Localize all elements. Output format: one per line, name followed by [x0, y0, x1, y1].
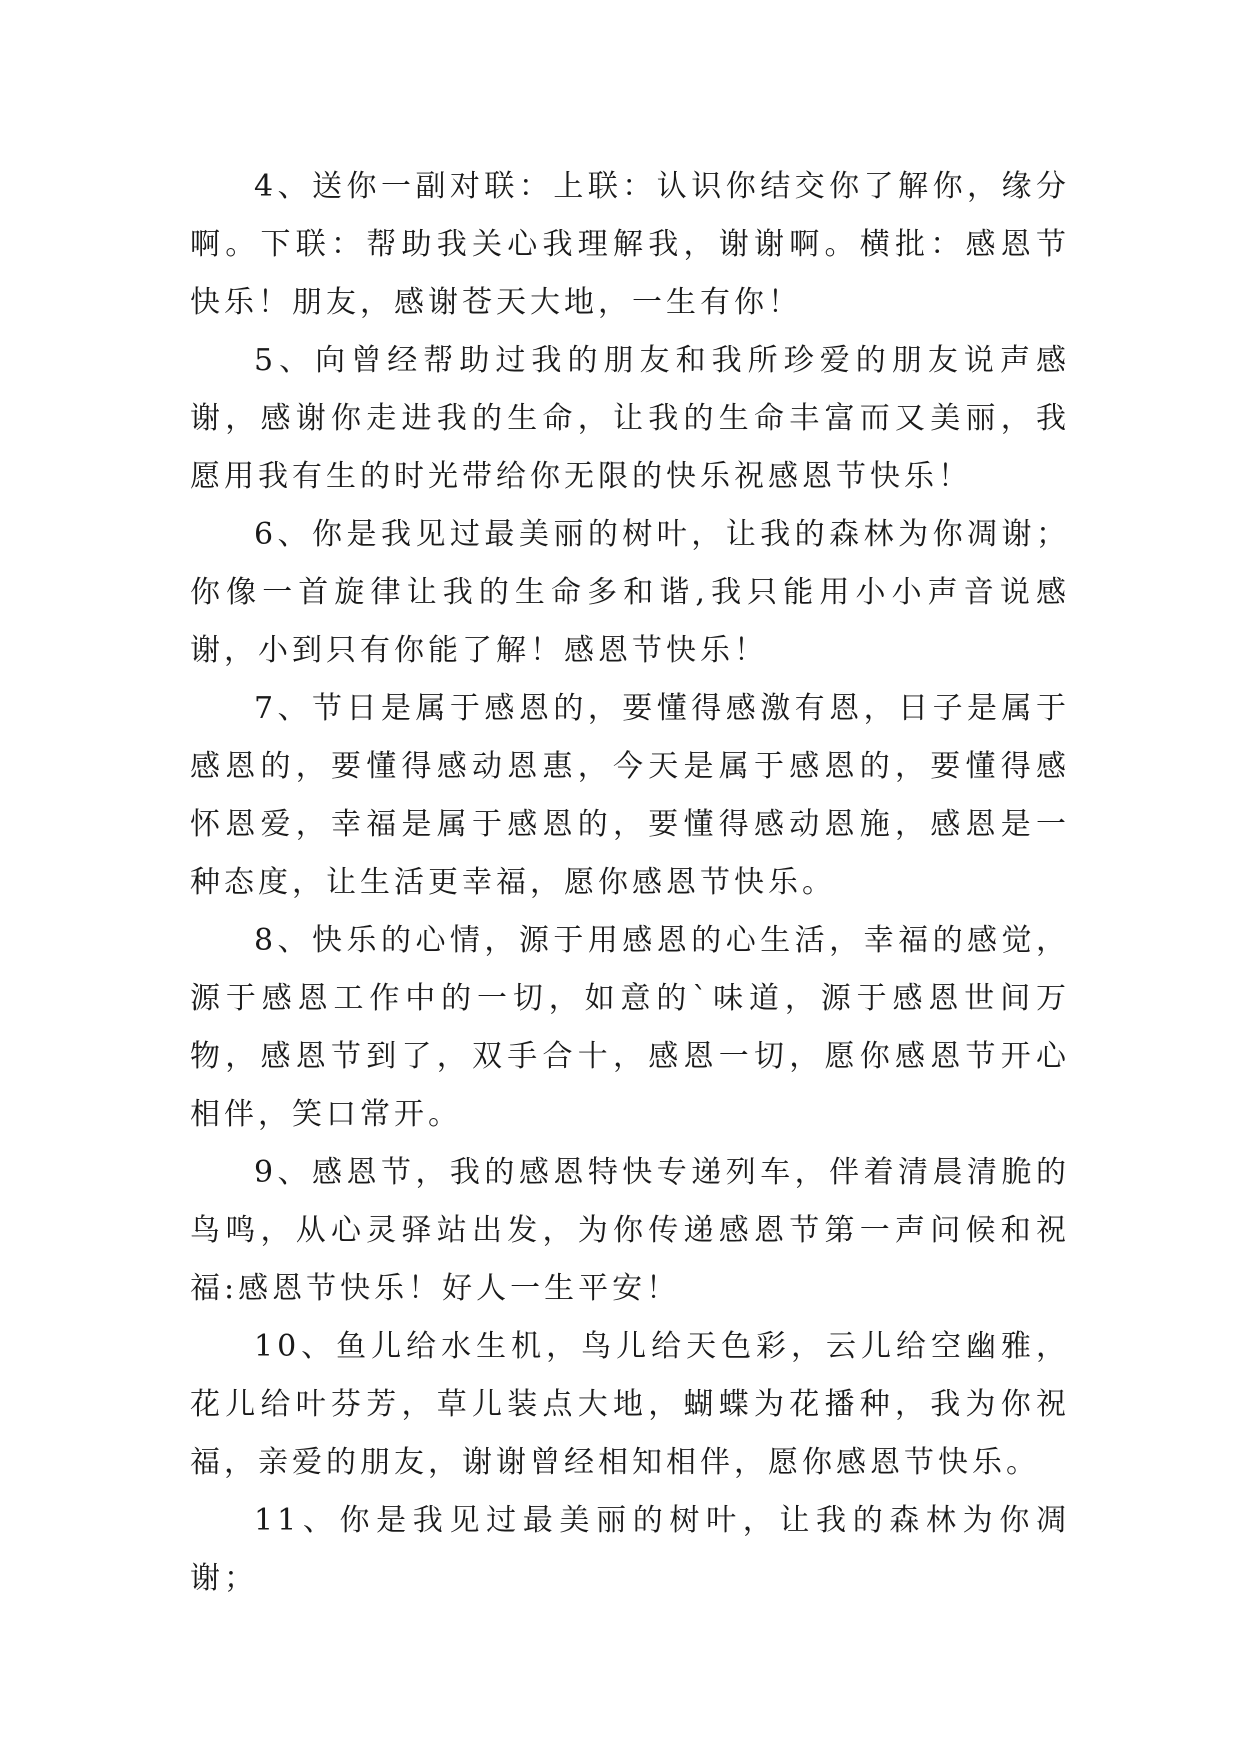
paragraph-11: 11、你是我见过最美丽的树叶，让我的森林为你凋谢；: [190, 1503, 1070, 1596]
document-body: [190, 158, 1070, 1608]
paragraph-10: 10、鱼儿给水生机，鸟儿给天色彩，云儿给空幽雅，花儿给叶芬芳，草儿装点大地，蝴蝶为花播种，我为你祝福，亲爱的朋友，谢谢曾经相知相伴，愿你感恩节快乐。: [190, 1329, 1070, 1480]
paragraph-8: 8、快乐的心情，源于用感恩的心生活，幸福的感觉，源于感恩工作中的一切，如意的`味道，源于感恩世间万物，感恩节到了，双手合十，感恩一切，愿你感恩节开心相伴，笑口常开。: [190, 923, 1070, 1132]
paragraph-4: 4、送你一副对联：上联：认识你结交你了解你，缘分啊。下联：帮助我关心我理解我，谢谢啊。横批：感恩节快乐！朋友，感谢苍天大地，一生有你！: [190, 169, 1070, 320]
paragraph-6: 6、你是我见过最美丽的树叶，让我的森林为你凋谢；你像一首旋律让我的生命多和谐,我只能用小小声音说感谢，小到只有你能了解！感恩节快乐！: [190, 517, 1070, 668]
paragraph-7: 7、节日是属于感恩的，要懂得感激有恩，日子是属于感恩的，要懂得感动恩惠，今天是属于感恩的，要懂得感怀恩爱，幸福是属于感恩的，要懂得感动恩施，感恩是一种态度，让生活更幸福，愿你感恩节快乐。: [190, 691, 1070, 900]
paragraph-5: 5、向曾经帮助过我的朋友和我所珍爱的朋友说声感谢，感谢你走进我的生命，让我的生命丰富而又美丽，我愿用我有生的时光带给你无限的快乐祝感恩节快乐！: [190, 343, 1070, 494]
paragraph-9: 9、感恩节，我的感恩特快专递列车，伴着清晨清脆的鸟鸣，从心灵驿站出发，为你传递感恩节第一声问候和祝福:感恩节快乐！好人一生平安！: [190, 1155, 1070, 1306]
